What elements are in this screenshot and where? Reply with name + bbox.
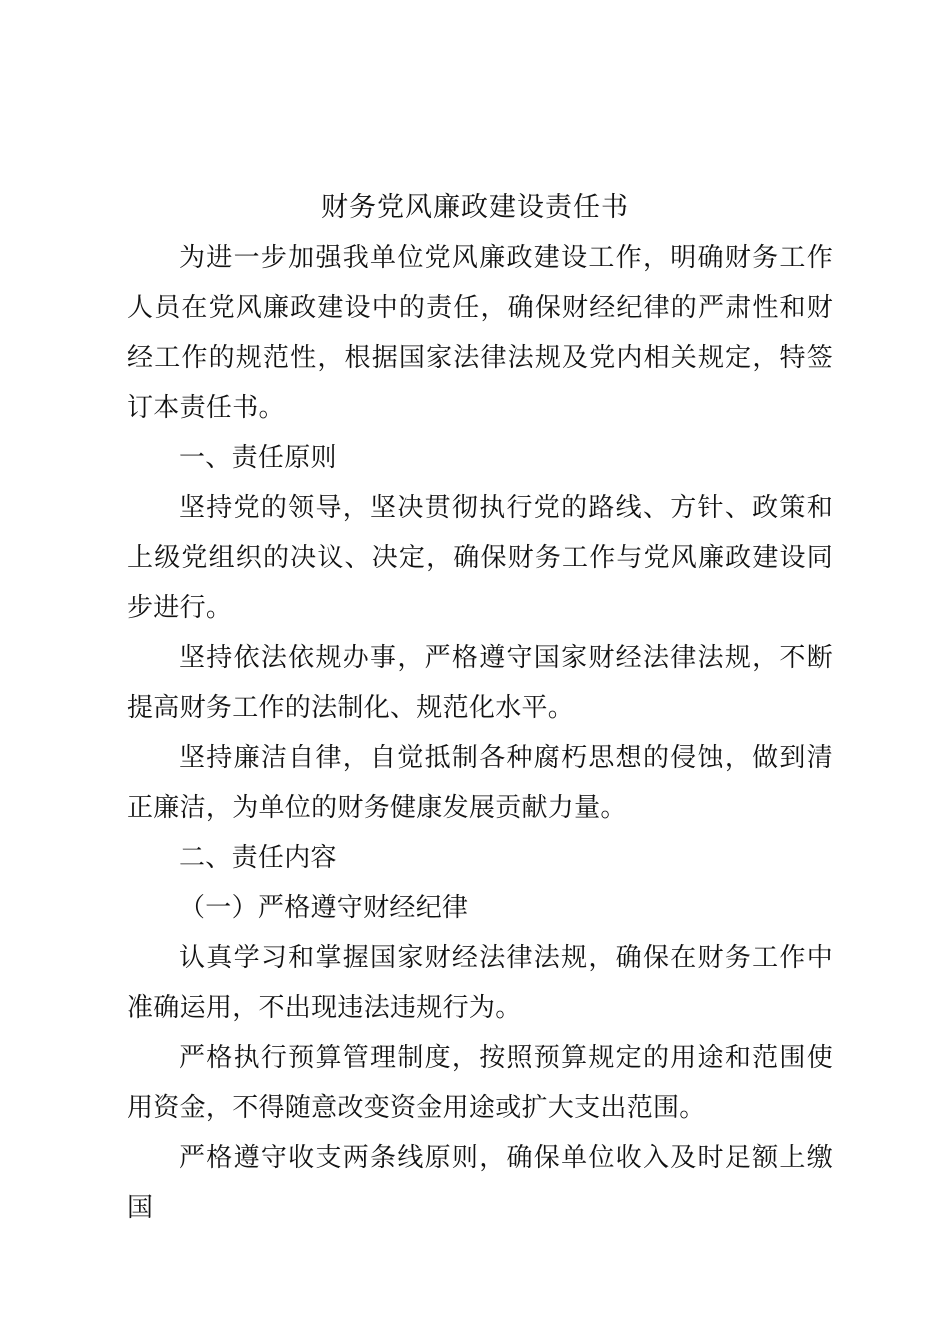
document-title: 财务党风廉政建设责任书 xyxy=(321,192,629,223)
document-body xyxy=(127,233,833,1233)
principle-paragraph-1: 坚持党的领导，坚决贯彻执行党的路线、方针、政策和上级党组织的决议、决定，确保财务工作与党风廉政建设同步进行。 xyxy=(127,493,833,623)
section-heading-principles: 一、责任原则 xyxy=(179,443,337,473)
subsection-heading-discipline: （一）严格遵守财经纪律 xyxy=(179,893,469,923)
content-paragraph-1: 认真学习和掌握国家财经法律法规，确保在财务工作中准确运用，不出现违法违规行为。 xyxy=(127,943,833,1023)
section-heading-content: 二、责任内容 xyxy=(179,843,337,873)
content-paragraph-2: 严格执行预算管理制度，按照预算规定的用途和范围使用资金，不得随意改变资金用途或扩大支出范围。 xyxy=(127,1043,833,1123)
content-paragraph-3: 严格遵守收支两条线原则，确保单位收入及时足额上缴国 xyxy=(127,1143,833,1223)
intro-paragraph: 为进一步加强我单位党风廉政建设工作，明确财务工作人员在党风廉政建设中的责任，确保财经纪律的严肃性和财经工作的规范性，根据国家法律法规及党内相关规定，特签订本责任书。 xyxy=(127,243,833,423)
principle-paragraph-3: 坚持廉洁自律，自觉抵制各种腐朽思想的侵蚀，做到清正廉洁，为单位的财务健康发展贡献力量。 xyxy=(127,743,833,823)
principle-paragraph-2: 坚持依法依规办事，严格遵守国家财经法律法规，不断提高财务工作的法制化、规范化水平。 xyxy=(127,643,833,723)
